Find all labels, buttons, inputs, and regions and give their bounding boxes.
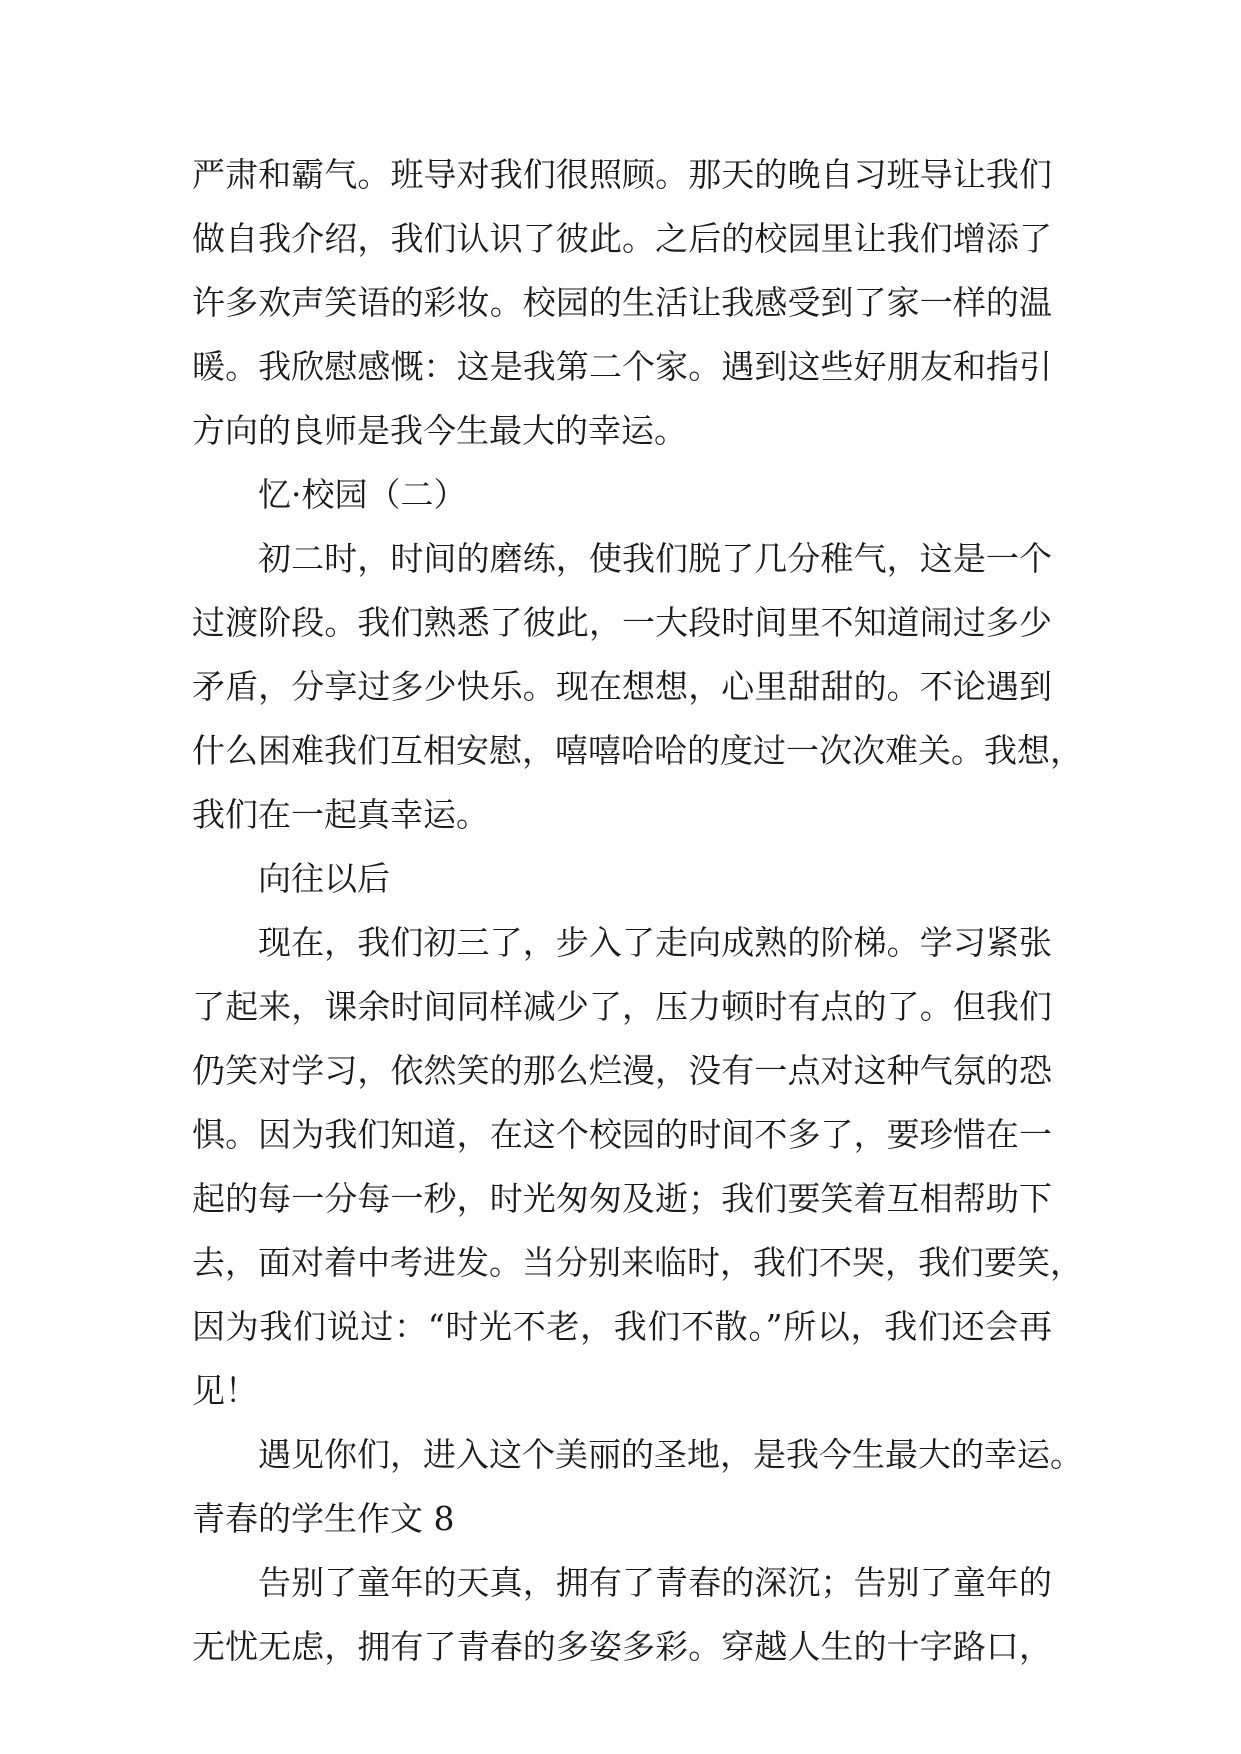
text-line: 遇见你们，进入这个美丽的圣地，是我今生最大的幸运。 bbox=[258, 1435, 1083, 1474]
essay-title: 青春的学生作文 8 bbox=[192, 1499, 455, 1538]
text-line: 仍笑对学习，依然笑的那么烂漫，没有一点对这种气氛的恐 bbox=[192, 1051, 1052, 1090]
text-line: 见！ bbox=[192, 1371, 258, 1410]
text-line: 矛盾，分享过多少快乐。现在想想，心里甜甜的。不论遇到 bbox=[192, 667, 1052, 706]
text-line: 无忧无虑，拥有了青春的多姿多彩。穿越人生的十字路口， bbox=[192, 1627, 1052, 1666]
text-line: 暖。我欣慰感慨：这是我第二个家。遇到这些好朋友和指引 bbox=[192, 347, 1052, 386]
text-line: 做自我介绍，我们认识了彼此。之后的校园里让我们增添了 bbox=[192, 219, 1052, 258]
text-line: 起的每一分每一秒，时光匆匆及逝；我们要笑着互相帮助下 bbox=[192, 1179, 1052, 1218]
text-line: 因为我们说过：“时光不老，我们不散。”所以，我们还会再 bbox=[192, 1307, 1052, 1346]
text-line: 现在，我们初三了，步入了走向成熟的阶梯。学习紧张 bbox=[258, 923, 1052, 962]
section-heading: 向往以后 bbox=[258, 859, 390, 898]
text-line: 许多欢声笑语的彩妆。校园的生活让我感受到了家一样的温 bbox=[192, 283, 1052, 322]
text-line: 惧。因为我们知道，在这个校园的时间不多了，要珍惜在一 bbox=[192, 1115, 1052, 1154]
text-line: 告别了童年的天真，拥有了青春的深沉；告别了童年的 bbox=[258, 1563, 1052, 1602]
text-line: 严肃和霸气。班导对我们很照顾。那天的晚自习班导让我们 bbox=[192, 155, 1052, 194]
text-line: 过渡阶段。我们熟悉了彼此，一大段时间里不知道闹过多少 bbox=[192, 603, 1052, 642]
text-line: 方向的良师是我今生最大的幸运。 bbox=[192, 411, 687, 450]
text-line: 去，面对着中考进发。当分别来临时，我们不哭，我们要笑， bbox=[192, 1243, 1083, 1282]
text-line: 初二时，时间的磨练，使我们脱了几分稚气，这是一个 bbox=[258, 539, 1052, 578]
text-line: 了起来，课余时间同样减少了，压力顿时有点的了。但我们 bbox=[192, 987, 1052, 1026]
section-heading: 忆·校园（二） bbox=[258, 475, 467, 514]
text-line: 什么困难我们互相安慰，嘻嘻哈哈的度过一次次难关。我想， bbox=[192, 731, 1083, 770]
text-line: 我们在一起真幸运。 bbox=[192, 795, 489, 834]
